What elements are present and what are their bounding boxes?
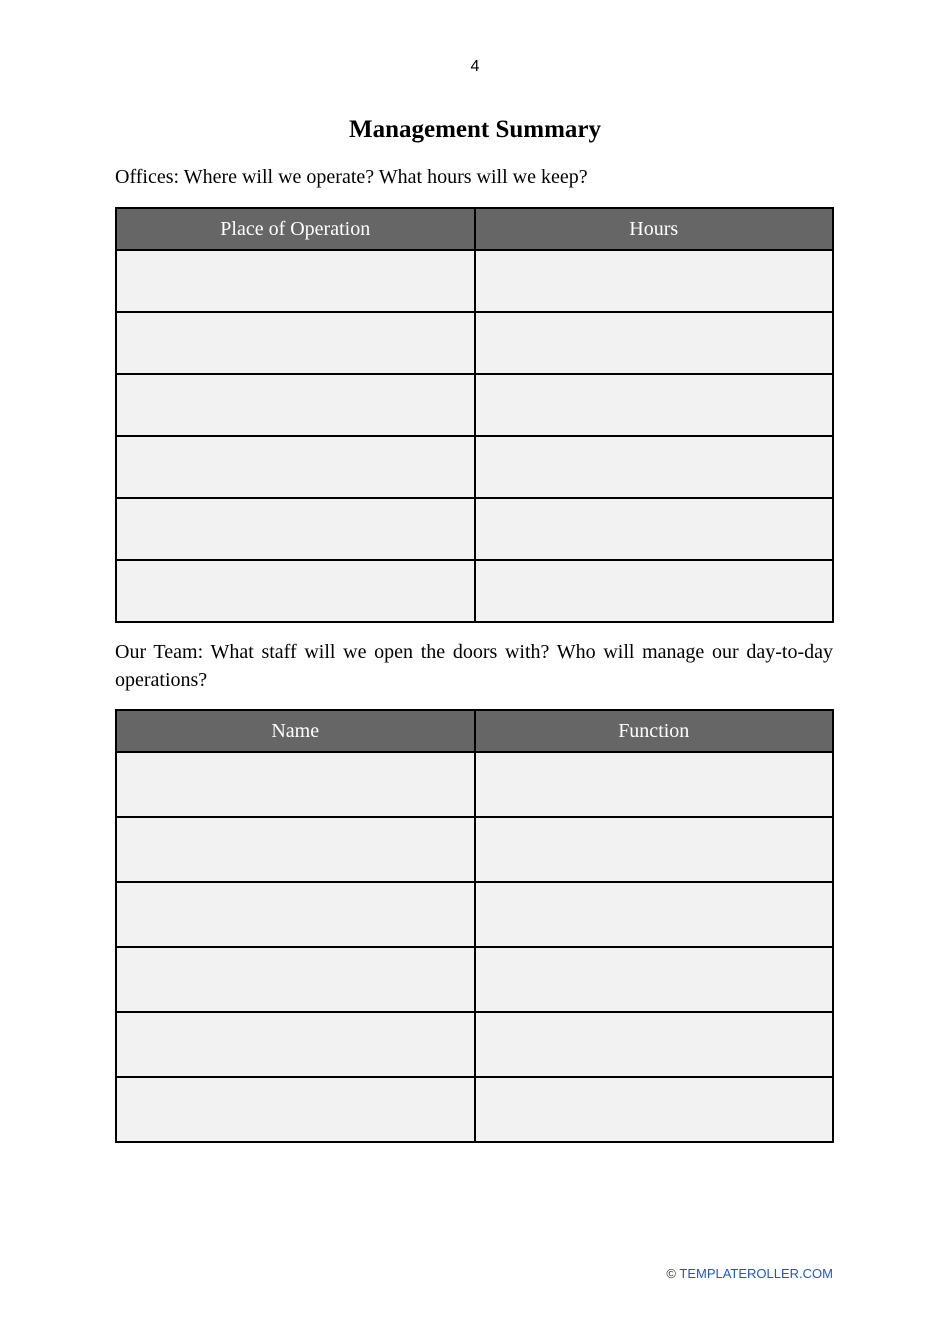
- empty-cell[interactable]: [475, 1077, 834, 1142]
- header-place-of-operation: Place of Operation: [116, 208, 475, 250]
- empty-cell[interactable]: [116, 817, 475, 882]
- empty-cell[interactable]: [116, 374, 475, 436]
- empty-cell[interactable]: [116, 312, 475, 374]
- header-function: Function: [475, 710, 834, 752]
- table-row: [116, 498, 833, 560]
- empty-cell[interactable]: [116, 560, 475, 622]
- offices-question: Offices: Where will we operate? What hours will we keep?: [115, 166, 588, 188]
- table-row: [116, 312, 833, 374]
- empty-cell[interactable]: [116, 1012, 475, 1077]
- table-row: [116, 947, 833, 1012]
- header-hours: Hours: [475, 208, 834, 250]
- templateroller-link[interactable]: TEMPLATEROLLER.COM: [679, 1266, 833, 1281]
- table-row: [116, 882, 833, 947]
- empty-cell[interactable]: [475, 250, 834, 312]
- empty-cell[interactable]: [475, 560, 834, 622]
- empty-cell[interactable]: [475, 312, 834, 374]
- table-row: [116, 560, 833, 622]
- table-row: [116, 374, 833, 436]
- team-question: Our Team: What staff will we open the doors with? Who will manage our day-to-day operations?: [115, 641, 833, 691]
- table-row: [116, 817, 833, 882]
- empty-cell[interactable]: [475, 882, 834, 947]
- empty-cell[interactable]: [116, 436, 475, 498]
- empty-cell[interactable]: [116, 947, 475, 1012]
- header-name: Name: [116, 710, 475, 752]
- table-row: [116, 250, 833, 312]
- empty-cell[interactable]: [475, 947, 834, 1012]
- copyright-symbol: ©: [666, 1266, 676, 1281]
- empty-cell[interactable]: [475, 817, 834, 882]
- empty-cell[interactable]: [475, 752, 834, 817]
- empty-cell[interactable]: [116, 752, 475, 817]
- empty-cell[interactable]: [475, 436, 834, 498]
- table-row: [116, 1077, 833, 1142]
- offices-table: [115, 207, 834, 623]
- footer: [666, 1266, 833, 1281]
- table-row: [116, 436, 833, 498]
- table-row: [116, 752, 833, 817]
- empty-cell[interactable]: [116, 498, 475, 560]
- table-row: [116, 1012, 833, 1077]
- empty-cell[interactable]: [116, 1077, 475, 1142]
- team-table: [115, 709, 834, 1143]
- empty-cell[interactable]: [116, 250, 475, 312]
- empty-cell[interactable]: [475, 498, 834, 560]
- page-title: Management Summary: [348, 116, 602, 143]
- empty-cell[interactable]: [475, 374, 834, 436]
- empty-cell[interactable]: [475, 1012, 834, 1077]
- page-number: 4: [470, 58, 480, 75]
- empty-cell[interactable]: [116, 882, 475, 947]
